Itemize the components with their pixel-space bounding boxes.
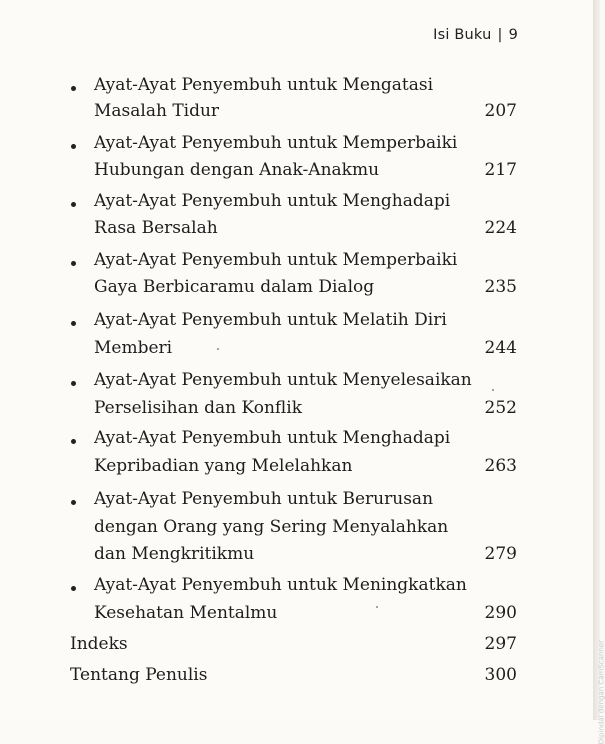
bullet-icon: [71, 144, 76, 149]
toc-entry-line: Ayat-Ayat Penyembuh untuk Menghadapi: [94, 428, 451, 448]
toc-entry-page: 263: [484, 456, 517, 476]
scan-speck: [376, 606, 378, 608]
toc-entry-page: 217: [484, 160, 517, 180]
toc-entry-line: Hubungan dengan Anak-Anakmu: [94, 160, 380, 180]
toc-entry-line: dan Mengkritikmu: [94, 544, 255, 564]
toc-entry-line: Ayat-Ayat Penyembuh untuk Menghadapi: [94, 191, 451, 211]
bullet-icon: [71, 321, 76, 326]
toc-top-level-page: 297: [484, 634, 517, 654]
running-head-page-number: 9: [508, 27, 518, 43]
toc-entry-line: Rasa Bersalah: [94, 218, 218, 238]
toc-entry-line: Ayat-Ayat Penyembuh untuk Mengatasi: [94, 75, 434, 95]
toc-entry-line: Ayat-Ayat Penyembuh untuk Memperbaiki: [94, 250, 458, 270]
toc-entry-line: Memberi: [94, 338, 173, 358]
toc-entry-page: 279: [484, 544, 517, 564]
toc-top-level-label: Tentang Penulis: [70, 665, 208, 685]
toc-entry-line: Ayat-Ayat Penyembuh untuk Meningkatkan: [94, 575, 467, 595]
running-head-title: Isi Buku: [433, 27, 492, 43]
toc-entry-line: Ayat-Ayat Penyembuh untuk Berurusan: [94, 489, 434, 509]
scanner-watermark: Dipindai dengan CamScanner: [597, 640, 605, 744]
toc-entry-line: dengan Orang yang Sering Menyalahkan: [94, 517, 449, 537]
toc-top-level-page: 300: [484, 665, 517, 685]
bullet-icon: [71, 439, 76, 444]
bullet-icon: [71, 500, 76, 505]
toc-entry-line: Ayat-Ayat Penyembuh untuk Menyelesaikan: [94, 370, 472, 390]
toc-entry-line: Ayat-Ayat Penyembuh untuk Memperbaiki: [94, 133, 458, 153]
toc-entry-line: Ayat-Ayat Penyembuh untuk Melatih Diri: [94, 310, 447, 330]
bullet-icon: [71, 86, 76, 91]
toc-entry-page: 290: [484, 603, 517, 623]
running-head-separator: |: [497, 27, 503, 43]
toc-entry-line: Kepribadian yang Melelahkan: [94, 456, 353, 476]
toc-top-level-label: Indeks: [70, 634, 128, 654]
bullet-icon: [71, 261, 76, 266]
bullet-icon: [71, 381, 76, 386]
toc-entry-page: 252: [484, 398, 517, 418]
toc-entry-line: Gaya Berbicaramu dalam Dialog: [94, 277, 375, 297]
bullet-icon: [71, 202, 76, 207]
toc-entry-page: 207: [484, 101, 517, 121]
toc-entry-line: Perselisihan dan Konflik: [94, 398, 302, 418]
toc-entry-page: 235: [484, 277, 517, 297]
scan-speck: [217, 348, 219, 350]
toc-entry-line: Kesehatan Mentalmu: [94, 603, 278, 623]
toc-entry-page: 244: [484, 338, 517, 358]
toc-entry-line: Masalah Tidur: [94, 101, 220, 121]
toc-entry-page: 224: [484, 218, 517, 238]
bullet-icon: [71, 586, 76, 591]
scan-speck: [492, 389, 494, 391]
